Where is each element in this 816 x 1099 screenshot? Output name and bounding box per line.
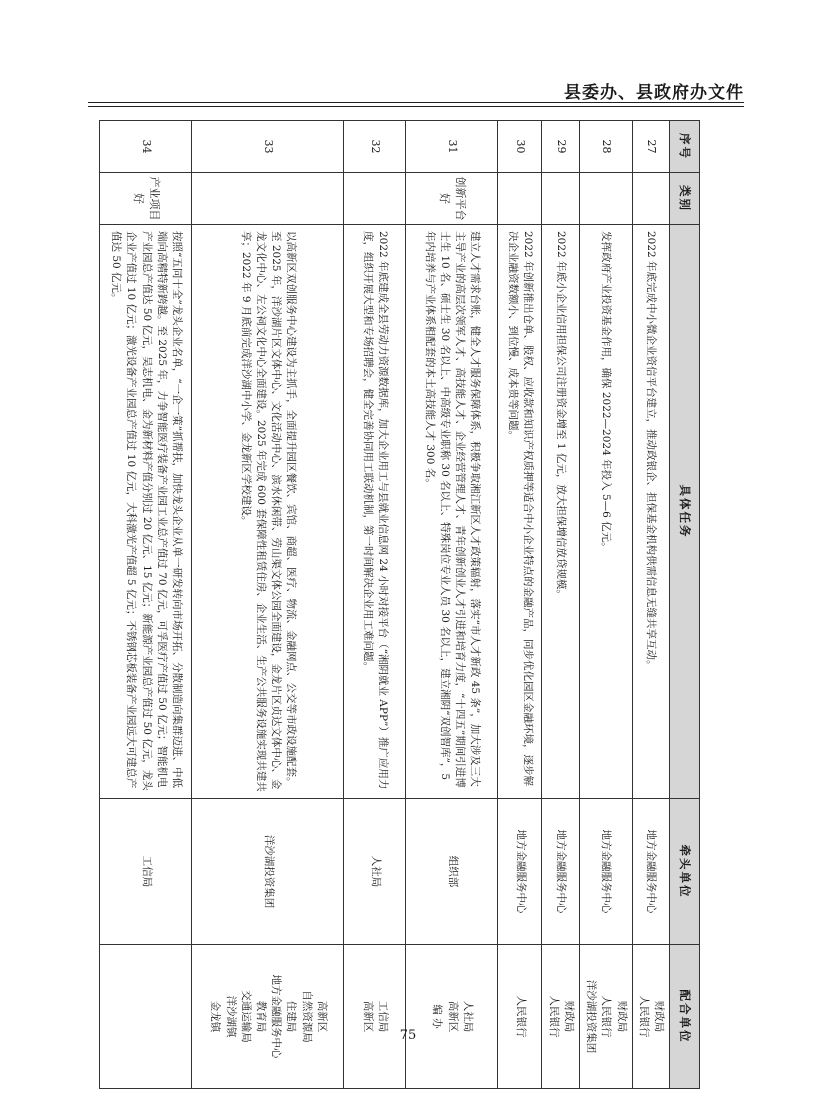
cooperate-unit: 高新区 (361, 1000, 374, 1033)
table-row (344, 121, 406, 1089)
row-lead: 地方金融服务中心 (632, 799, 669, 945)
row-category (579, 173, 632, 225)
row-category (192, 173, 344, 225)
table-header-row (670, 121, 700, 1089)
row-num: 29 (542, 121, 579, 173)
cooperate-unit: 交通运输局 (239, 990, 252, 1043)
row-lead: 地方金融服务中心 (579, 799, 632, 945)
cooperate-unit: 财政局 (653, 1000, 665, 1033)
cooperate-unit: 地方金融服务中心 (270, 974, 283, 1059)
row-num: 32 (344, 121, 406, 173)
row-task: 发挥政府产业投资基金作用，确保 2022—2024 年投入 5—6 亿元。 (579, 225, 632, 799)
row-cooperate (632, 945, 669, 1089)
header-rule-thin (88, 106, 744, 107)
page-number: 75 (399, 1028, 417, 1043)
row-cooperate (406, 945, 498, 1089)
row-cooperate (100, 945, 192, 1089)
cooperate-unit: 住建局 (285, 1000, 298, 1033)
row-task: 按照“五同十全”龙头企业名单，“一企一策”抓帮扶，加快龙头企业从单一研发转向市场开拓、分散制造向集群迈进、中低端向高精特新跨越。至 2025 年，力争智能医疗装备产业园工业总产值过 70 亿元，可孚医疗产值过 50 亿元；智能机电产业园总产值达 50 亿元，吴志机电、金为新材料产值分别过 20 亿元、15 亿元；新能源产业园总产值过 50 亿元，龙头企业产值过 10 亿元；激光设备产业园总产值过 10 亿元，大科激光产值超 5 亿元；不锈钢芯板装备产业园远大可建总产值达 50 亿元。 (100, 225, 192, 799)
row-task: 建立人才需求台账，健全人才服务保障体系，积极争取湘江新区人才政策辐射，落实“市人才新政 45 条”，加大涉及三大主导产业的高层次领军人才、高技能人才、企业经营管理人才、青年创新创业人才引进和培育力度，“十四五”期间引进博士生 10 名、硕士生 30 名以上、中高级专业职称 30 名以上、特殊岗位专业人员 30 名以上，建立湘阴“双创智库”，5 年内培养与产业体系相配套的本土高技能人才 300 名。 (406, 225, 498, 799)
row-category (344, 173, 406, 225)
cooperate-unit: 高新区 (315, 1000, 328, 1033)
row-cooperate (498, 945, 542, 1089)
cooperate-unit: 洋沙湖投资集团 (585, 979, 598, 1054)
rotated-table-stage (110, 120, 700, 1088)
table-row (406, 121, 498, 1089)
table-row (542, 121, 579, 1089)
row-category (542, 173, 579, 225)
row-category: 产业项目好 (100, 173, 192, 225)
row-num: 30 (498, 121, 542, 173)
cooperate-unit: 编 办 (431, 1004, 444, 1029)
row-lead: 组织部 (406, 799, 498, 945)
row-task: 2022 年创新推出仓单、股权、应收款和知识产权质押等适合中小企业特点的金融产品，同步优化园区金融环境，逐步解决企业融资数额小、到位慢、成本贵等问题。 (498, 225, 542, 799)
row-lead: 人社局 (344, 799, 406, 945)
cooperate-unit: 教育局 (254, 1000, 267, 1033)
column-header-cooperate: 配合单位 (670, 945, 700, 1089)
table-row (579, 121, 632, 1089)
cooperate-unit: 金龙镇 (209, 1000, 222, 1033)
table-row (632, 121, 669, 1089)
row-cooperate (542, 945, 579, 1089)
row-cooperate (579, 945, 632, 1089)
cooperate-unit: 人社局 (461, 1000, 474, 1033)
cooperate-unit: 人民银行 (637, 995, 650, 1038)
table-row (192, 121, 344, 1089)
row-num: 33 (192, 121, 344, 173)
row-task: 2022 年底小企业信用担保公司注册资金增至 1 亿元，放大担保增信放贷规模。 (542, 225, 579, 799)
row-category: 创新平台好 (406, 173, 498, 225)
cooperate-unit: 人民银行 (600, 995, 613, 1038)
cooperate-unit: 洋沙湖镇 (224, 995, 237, 1038)
row-num: 31 (406, 121, 498, 173)
cooperate-unit: 工信局 (377, 1000, 390, 1033)
column-header-category: 类别 (670, 173, 700, 225)
row-lead: 洋沙湖投资集团 (192, 799, 344, 945)
column-header-lead: 牵头单位 (670, 799, 700, 945)
row-category (498, 173, 542, 225)
row-num: 34 (100, 121, 192, 173)
row-task: 2022 年底建成全县劳动力资源数据库，加大企业用工与县就业信息网 24 小时对接平台（“湘阴就业 APP”）推广应用力度，组织开展大型和专场招聘会，健全完善协同用工联动机制，第一时间解决企业用工难问题。 (344, 225, 406, 799)
row-lead: 地方金融服务中心 (542, 799, 579, 945)
document-header-title: 县委办、县政府办文件 (564, 83, 744, 103)
row-cooperate (344, 945, 406, 1089)
row-task: 2022 年底完成中小微企业资信平台建立，推动政银企、担保基金机构供需信息无缝共享互动。 (632, 225, 669, 799)
cooperate-unit: 人民银行 (514, 995, 527, 1038)
task-table (99, 120, 700, 1089)
cooperate-unit: 自然资源局 (300, 990, 313, 1043)
table-row (100, 121, 192, 1089)
row-lead: 地方金融服务中心 (498, 799, 542, 945)
cooperate-unit: 高新区 (446, 1000, 459, 1033)
row-num: 27 (632, 121, 669, 173)
table-row (498, 121, 542, 1089)
cooperate-unit: 财政局 (562, 1000, 575, 1033)
row-lead: 工信局 (100, 799, 192, 945)
row-category (632, 173, 669, 225)
column-header-num: 序号 (670, 121, 700, 173)
cooperate-unit: 人民银行 (547, 995, 560, 1038)
cooperate-unit: 财政局 (615, 1000, 628, 1033)
row-task: 以高新区双创服务中心建设为主抓手，全面提升园区餐饮、宾馆、商超、医疗、物流、金融网点、公交等市政设施配套。至 2025 年，洋沙湖片区文体中心、文化活动中心、滨水休闲带、劳山渠文体公园全面建设，金龙片区贞达文体中心、金龙文化中心、左公祠文化中心全面建设。2025 年完成 600 套保障性租赁住房、企业生活、生产公共服务设施实现共建共享；2022 年 9 月底前完成洋沙湖中小学、金龙新区学校建设。 (192, 225, 344, 799)
row-num: 28 (579, 121, 632, 173)
header-rule (88, 102, 744, 103)
column-header-task: 具体任务 (670, 225, 700, 799)
row-cooperate (192, 945, 344, 1089)
